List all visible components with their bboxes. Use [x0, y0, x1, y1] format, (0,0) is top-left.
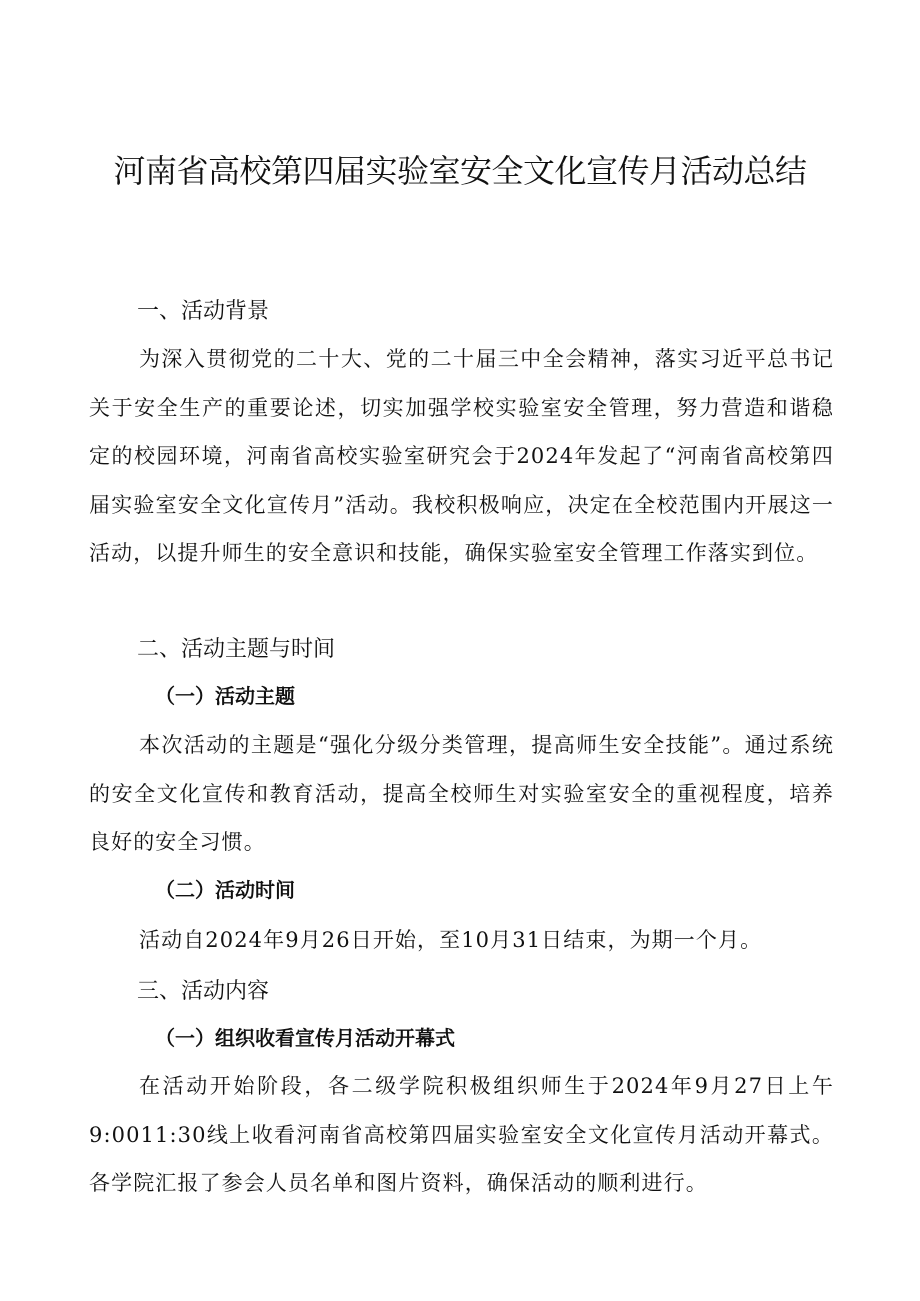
document-title: 河南省高校第四届实验室安全文化宣传月活动总结	[113, 152, 807, 190]
background-paragraph: 为深入贯彻党的二十大、党的二十届三中全会精神，落实习近平总书记关于安全生产的重要论述，切实加强学校实验室安全管理，努力营造和谐稳定的校园环境，河南省高校实验室研究会于2024年发起了“河南省高校第四届实验室安全文化宣传月”活动。我校积极响应，决定在全校范围内开展这一活动，以提升师生的安全意识和技能，确保实验室安全管理工作落实到位。	[89, 347, 834, 565]
opening-ceremony-paragraph: 在活动开始阶段，各二级学院积极组织师生于2024年9月27日上午9:0011:30线上收看河南省高校第四届实验室安全文化宣传月活动开幕式。各学院汇报了参会人员名单和图片资料，确保活动的顺利进行。	[89, 1074, 834, 1195]
section-heading-background: 一、活动背景	[137, 299, 270, 324]
subsection-heading-opening-ceremony: （一）组织收看宣传月活动开幕式	[155, 1026, 455, 1050]
section-heading-content: 三、活动内容	[137, 979, 270, 1004]
subsection-heading-theme: （一）活动主题	[155, 684, 295, 708]
time-paragraph: 活动自2024年9月26日开始，至10月31日结束，为期一个月。	[139, 928, 763, 952]
subsection-heading-time: （二）活动时间	[155, 878, 295, 902]
section-heading-theme-time: 二、活动主题与时间	[137, 637, 336, 662]
theme-paragraph: 本次活动的主题是“强化分级分类管理，提高师生安全技能”。通过系统的安全文化宣传和教育活动，提高全校师生对实验室安全的重视程度，培养良好的安全习惯。	[89, 733, 834, 854]
